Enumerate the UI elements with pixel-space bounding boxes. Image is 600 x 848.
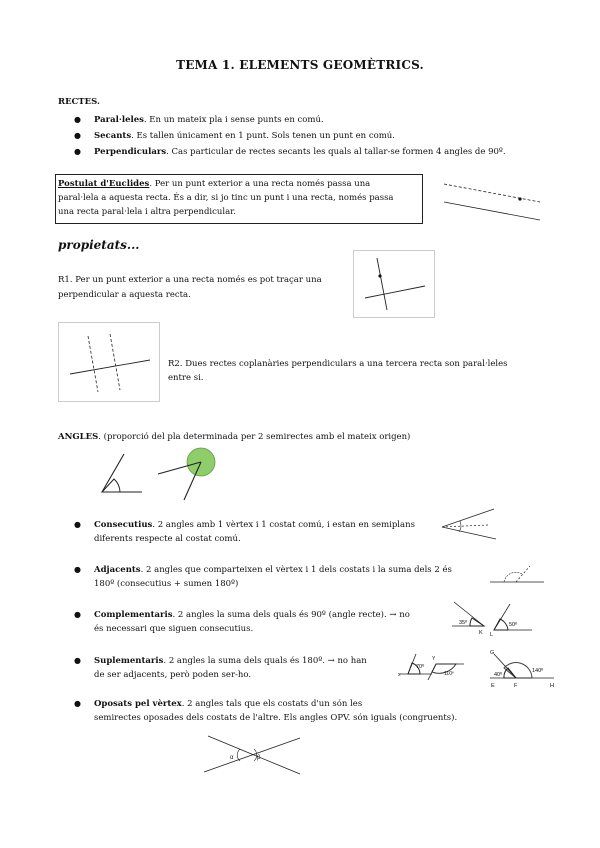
comp-b-label: 50º [509,622,518,628]
list-item: ● Consecutius. 2 angles amb 1 vèrtex i 1 costat comú, i estan en semiplans [74,520,415,530]
parallel-lines-figure [436,178,546,224]
suplementaris-figure [394,646,468,682]
opv-b-label: β [257,755,261,761]
r2-line1: R2. Dues rectes coplanàries perpendiculars a una tercera recta son paral·leles [168,359,508,369]
r1-figure [353,250,435,318]
angles-heading: ANGLES. (proporció del pla determinada per 2 semirectes amb el mateix origen) [58,432,411,442]
bullet-icon: ● [74,147,81,156]
comp-l-label: L [490,632,494,638]
comp-k-label: K [479,630,483,636]
comp-a-label: 35º [459,620,468,626]
list-item-cont: és necessari que siguen consecutius. [94,624,254,634]
sup-b-label: 110º [444,671,454,677]
bullet-icon: ● [74,131,81,140]
r2-figure [58,322,160,402]
bullet-icon: ● [74,656,81,665]
postulat-line2: paral·lela a aquesta recta. És a dir, si jo tinc un punt i una recta, només passa [58,193,394,203]
list-item-cont: 180º (consecutius + sumen 180º) [94,579,239,589]
sup2-e-label: E [491,683,495,689]
list-item: ● Suplementaris. 2 angles la suma dels quals és 180º. → no han [74,656,367,666]
consecutius-figure [436,505,498,545]
list-item: ● Adjacents. 2 angles que comparteixen el vèrtex i 1 dels costats i la suma dels 2 és [74,565,452,575]
list-item-cont: semirectes oposades dels costats de l'altre. Els angles OPV. són iguals (congruents). [94,713,458,723]
adjacents-figure [486,562,548,588]
oposats-figure [200,732,306,778]
postulat-line1: Postulat d'Euclides. Per un punt exterior a una recta només passa una [58,179,371,189]
bullet-icon: ● [74,115,81,124]
list-item: ● Complementaris. 2 angles la suma dels quals és 90º (angle recte). → no [74,610,410,620]
complementaris-figure [448,598,536,638]
sup2-b-label: 140º [532,668,544,674]
bullet-icon: ● [74,565,81,574]
bullet-icon: ● [74,520,81,529]
opv-a-label: α [230,755,234,761]
list-item-cont: de ser adjacents, però poden ser-ho. [94,670,252,680]
list-item: ● Secants. Es tallen únicament en 1 punt. Sols tenen un punt en comú. [74,131,395,141]
postulat-line3: una recta paral·lela i altra perpendicular. [58,207,237,217]
sup2-g-label: G [490,650,495,656]
list-item: ● Paral·leles. En un mateix pla i sense punts en comú. [74,115,324,125]
sup2-h-label: H [550,683,554,689]
list-item: ● Oposats pel vèrtex. 2 angles tals que els costats d'un són les [74,699,363,709]
bullet-icon: ● [74,699,81,708]
page-title: TEMA 1. ELEMENTS GEOMÈTRICS. [176,58,424,72]
r1-line1: R1. Per un punt exterior a una recta només es pot traçar una [58,275,322,285]
r2-line2: entre si. [168,373,204,383]
angles-figure [92,446,222,502]
sup2-a-label: 40º [494,672,503,678]
sup2-f-label: F [514,683,518,689]
sup-x-label: x [398,672,401,678]
bullet-icon: ● [74,610,81,619]
list-item-cont: diferents respecte al costat comú. [94,534,241,544]
sup-y-label: Y [432,656,436,662]
rectes-heading: RECTES. [58,97,100,107]
r1-line2: perpendicular a aquesta recta. [58,290,191,300]
sup-a-label: 70º [416,664,425,670]
propietats-heading: propietats... [58,238,140,252]
list-item: ● Perpendiculars. Cas particular de rectes secants les quals al tallar-se formen 4 angles de 90º. [74,147,506,157]
suplementaris2-figure [488,646,560,690]
